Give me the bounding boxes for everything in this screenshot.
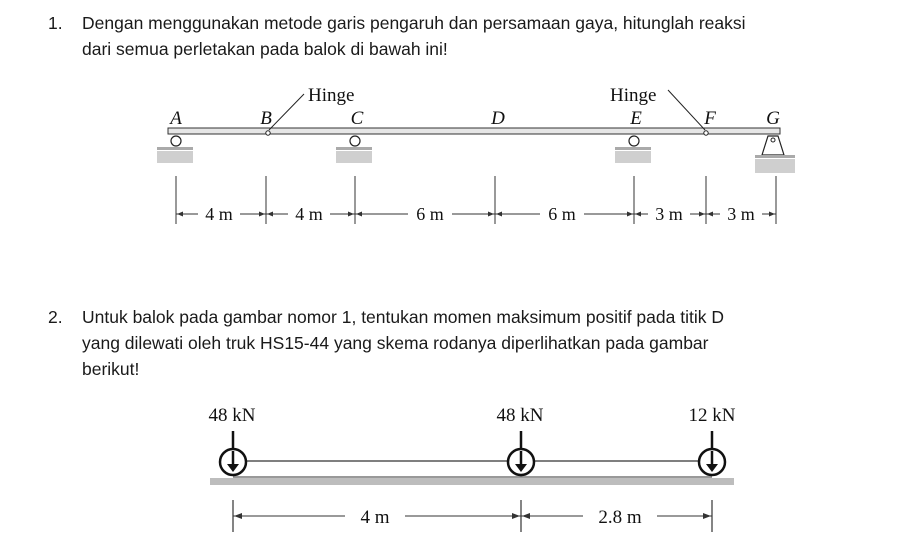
label-b: B [260,108,272,129]
hinge-f [704,131,708,135]
label-f: F [704,108,716,129]
dim-ab: 4 m [205,204,233,224]
dim-cd: 6 m [416,204,444,224]
label-d: D [491,108,505,129]
question-2-number: 2. [48,307,63,327]
load-label-2: 48 kN [496,405,544,426]
dim-ef: 3 m [655,204,683,224]
hinge-label-right: Hinge [610,85,657,106]
pin-support-g [755,136,795,173]
roller-support-c [336,136,372,163]
roller-support-a [157,136,193,163]
label-g: G [766,108,780,129]
hinge-leader-left [269,94,304,130]
truck-dim-2: 2.8 m [598,507,642,528]
question-2-text [82,304,724,382]
hinge-leader-right [668,90,705,130]
question-2-line-3: berikut! [82,359,140,379]
label-e: E [630,108,642,129]
dim-bc: 4 m [295,204,323,224]
question-2-line-1: Untuk balok pada gambar nomor 1, tentukan momen maksimum positif pada titik D [82,307,724,327]
question-1-number: 1. [48,13,63,33]
label-c: C [350,108,364,129]
roller-support-e [615,136,651,163]
dim-de: 6 m [548,204,576,224]
dim-fg: 3 m [727,204,755,224]
load-label-1: 48 kN [208,405,256,426]
label-a: A [170,108,182,129]
load-label-3: 12 kN [688,405,736,426]
question-1-line-2: dari semua perletakan pada balok di bawah ini! [82,39,448,59]
hinge-b [266,131,270,135]
dimension-ticks [176,176,776,224]
truck-dim-1: 4 m [360,507,390,528]
question-1-line-1: Dengan menggunakan metode garis pengaruh dan persamaan gaya, hitunglah reaksi [82,13,746,33]
hinge-label-left: Hinge [308,85,355,106]
question-2-line-2: yang dilewati oleh truk HS15-44 yang skema rodanya diperlihatkan pada gambar [82,333,709,353]
